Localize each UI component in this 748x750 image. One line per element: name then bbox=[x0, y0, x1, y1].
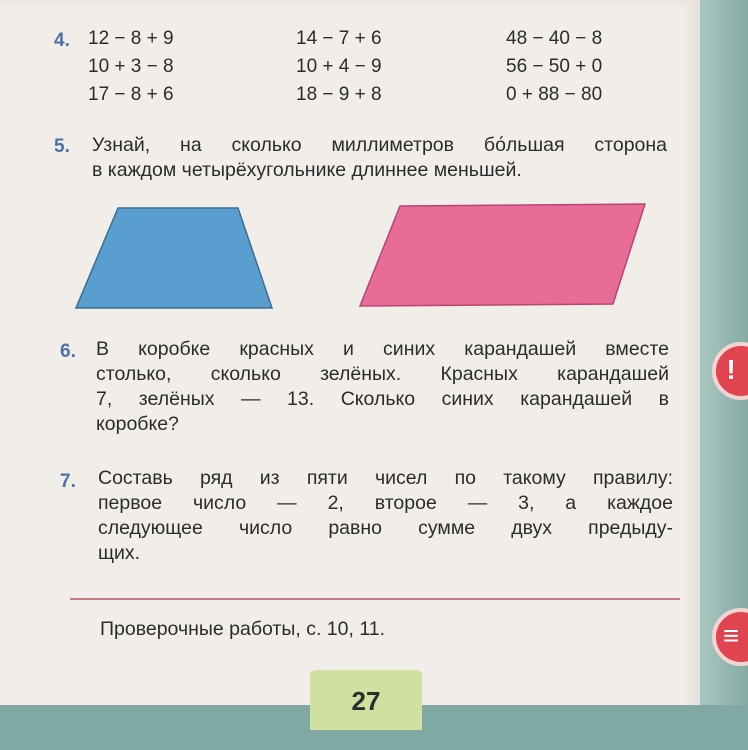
task-7-line: щих. bbox=[98, 542, 141, 564]
task-6-line: 7, зелёных — 13. Сколько синих карандашей в bbox=[96, 388, 669, 410]
task-6-line: коробке? bbox=[96, 413, 179, 435]
exclamation-glyph: ! bbox=[726, 354, 736, 385]
page-number-badge bbox=[310, 670, 422, 730]
task-4-expr: 10 + 4 − 9 bbox=[296, 56, 382, 77]
task-4-expr: 48 − 40 − 8 bbox=[506, 28, 603, 49]
task-7-number: 7. bbox=[60, 471, 76, 492]
divider-rule bbox=[70, 598, 680, 600]
task-7-line: следующее число равно сумме двух предыду- bbox=[98, 517, 673, 539]
task-4-expr: 56 − 50 + 0 bbox=[506, 56, 603, 77]
task-4-expr: 14 − 7 + 6 bbox=[296, 28, 382, 49]
task-4-expr: 10 + 3 − 8 bbox=[88, 56, 174, 77]
task-4-number: 4. bbox=[54, 30, 70, 51]
parallelogram-shape bbox=[360, 204, 645, 306]
task-7-text bbox=[98, 466, 673, 566]
task-7-line: Составь ряд из пяти чисел по такому правилу: bbox=[98, 467, 673, 489]
task-6-text bbox=[96, 337, 669, 437]
task-4-expr: 0 + 88 − 80 bbox=[506, 84, 603, 105]
page-number: 27 bbox=[351, 686, 381, 716]
task-5-line: в каждом четырёхугольнике длиннее меньшей. bbox=[92, 159, 522, 181]
task-5-text bbox=[92, 133, 667, 183]
list-glyph: ≡ bbox=[722, 620, 740, 651]
task-5-line: Узнай, на сколько миллиметров бо́льшая сторона bbox=[92, 134, 667, 156]
task-6-number: 6. bbox=[60, 341, 76, 362]
task-6-line: столько, сколько зелёных. Красных карандашей bbox=[96, 363, 669, 385]
task-7-line: первое число — 2, второе — 3, а каждое bbox=[98, 492, 673, 514]
footer-note: Проверочные работы, с. 10, 11. bbox=[100, 618, 385, 640]
task-6-line: В коробке красных и синих карандашей вместе bbox=[96, 338, 669, 360]
task-4-expr: 12 − 8 + 9 bbox=[88, 28, 174, 49]
task-4-expr: 17 − 8 + 6 bbox=[88, 84, 174, 105]
task-5-number: 5. bbox=[54, 136, 70, 157]
trapezoid-shape bbox=[76, 208, 272, 308]
task-5-figures bbox=[70, 198, 680, 314]
task-4-expr: 18 − 9 + 8 bbox=[296, 84, 382, 105]
